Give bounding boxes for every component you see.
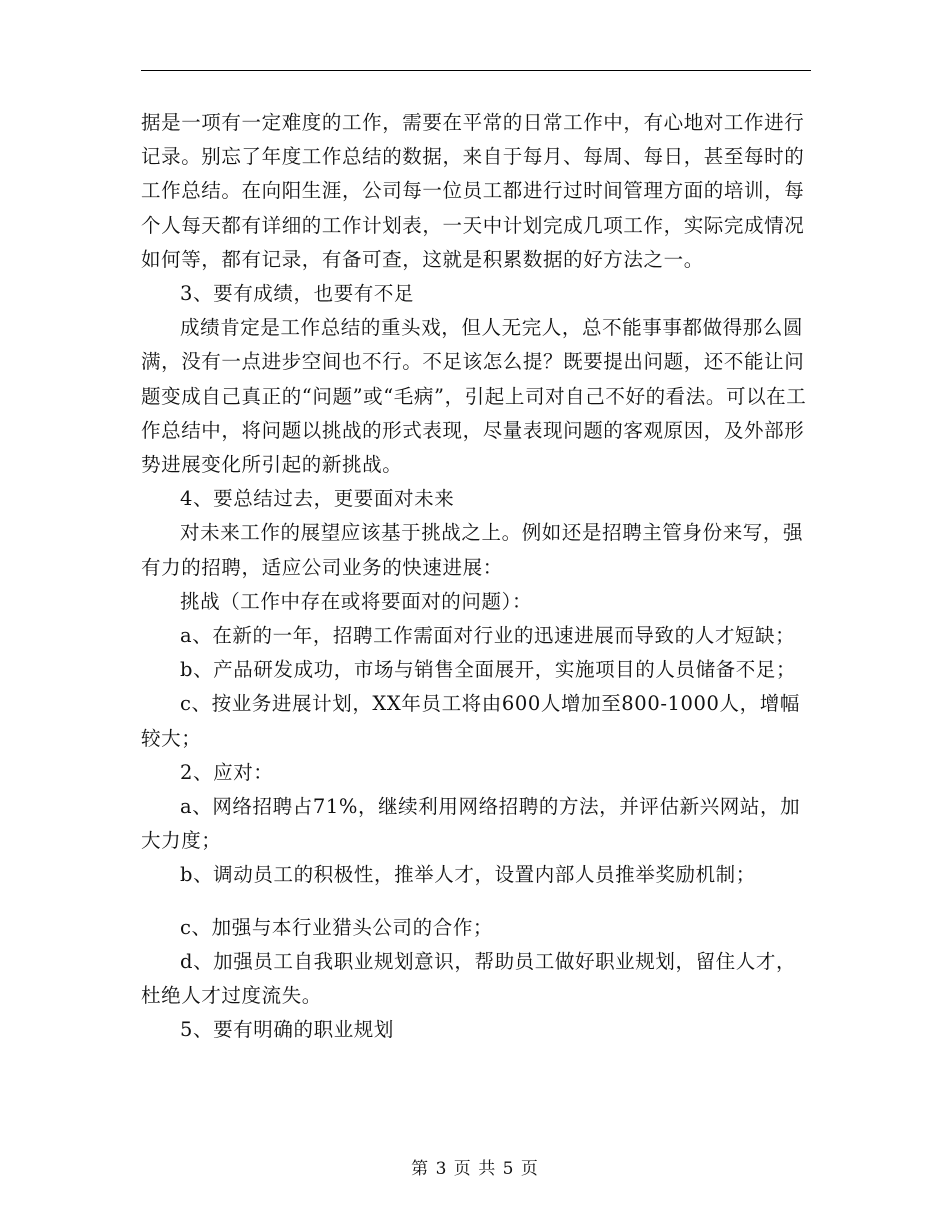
list-item-response-d: d、加强员工自我职业规划意识，帮助员工做好职业规划，留住人才，杜绝人才过度流失。 — [141, 949, 797, 1008]
heading-response: 2、应对： — [180, 760, 274, 784]
list-item-response-a: a、网络招聘占71%，继续利用网络招聘的方法，并评估新兴网站，加大力度； — [141, 795, 801, 853]
paragraph-data-accumulation: 据是一项有一定难度的工作，需要在平常的日常工作中，有心地对工作进行记录。别忘了年度工作总结的数据，来自于每月、每周、每日，甚至每时的工作总结。在向阳生涯，公司每一位员工都进行过时间管理方面的培训，每个人每天都有详细的工作计划表，一天中计划完成几项工作，实际完成情况如何等，都有记录，有备可查，这就是积累数据的好方法之一。 — [141, 111, 805, 271]
list-item-response-b: b、调动员工的积极性，推举人才，设置内部人员推举奖励机制； — [180, 863, 756, 887]
paragraph-achievements: 成绩肯定是工作总结的重头戏，但人无完人，总不能事事都做得那么圆满，没有一点进步空间也不行。不足该怎么提？既要提出问题，还不能让问题变成自己真正的“问题”或“毛病”，引起上司对自己不好的看法。可以在工作总结中，将问题以挑战的形式表现，尽量表现问题的客观原因，及外部形势进展变化所引起的新挑战。 — [141, 316, 807, 477]
paragraph-challenges-title: 挑战（工作中存在或将要面对的问题）： — [180, 589, 533, 613]
paragraph-future-outlook: 对未来工作的展望应该基于挑战之上。例如还是招聘主管身份来写，强有力的招聘，适应公司业务的快速进展： — [141, 521, 804, 579]
list-item-challenge-c: c、按业务进展计划，XX年员工将由600人增加至800-1000人，增幅较大； — [141, 692, 800, 750]
list-item-challenge-b: b、产品研发成功，市场与销售全面展开，实施项目的人员储备不足； — [180, 658, 797, 682]
header-rule — [141, 70, 811, 71]
list-item-challenge-a: a、在新的一年，招聘工作需面对行业的迅速进展而导致的人才短缺； — [180, 624, 796, 648]
heading-career-planning: 5、要有明确的职业规划 — [180, 1018, 395, 1042]
heading-summarize-past-face-future: 4、要总结过去，更要面对未来 — [180, 487, 455, 511]
list-item-response-c: c、加强与本行业猎头公司的合作； — [180, 915, 494, 939]
document-body — [141, 106, 811, 1047]
page-footer — [0, 1154, 950, 1179]
heading-achievements-and-shortcomings: 3、要有成绩，也要有不足 — [180, 282, 415, 306]
page-number-label: 第 3 页 共 5 页 — [411, 1159, 539, 1179]
